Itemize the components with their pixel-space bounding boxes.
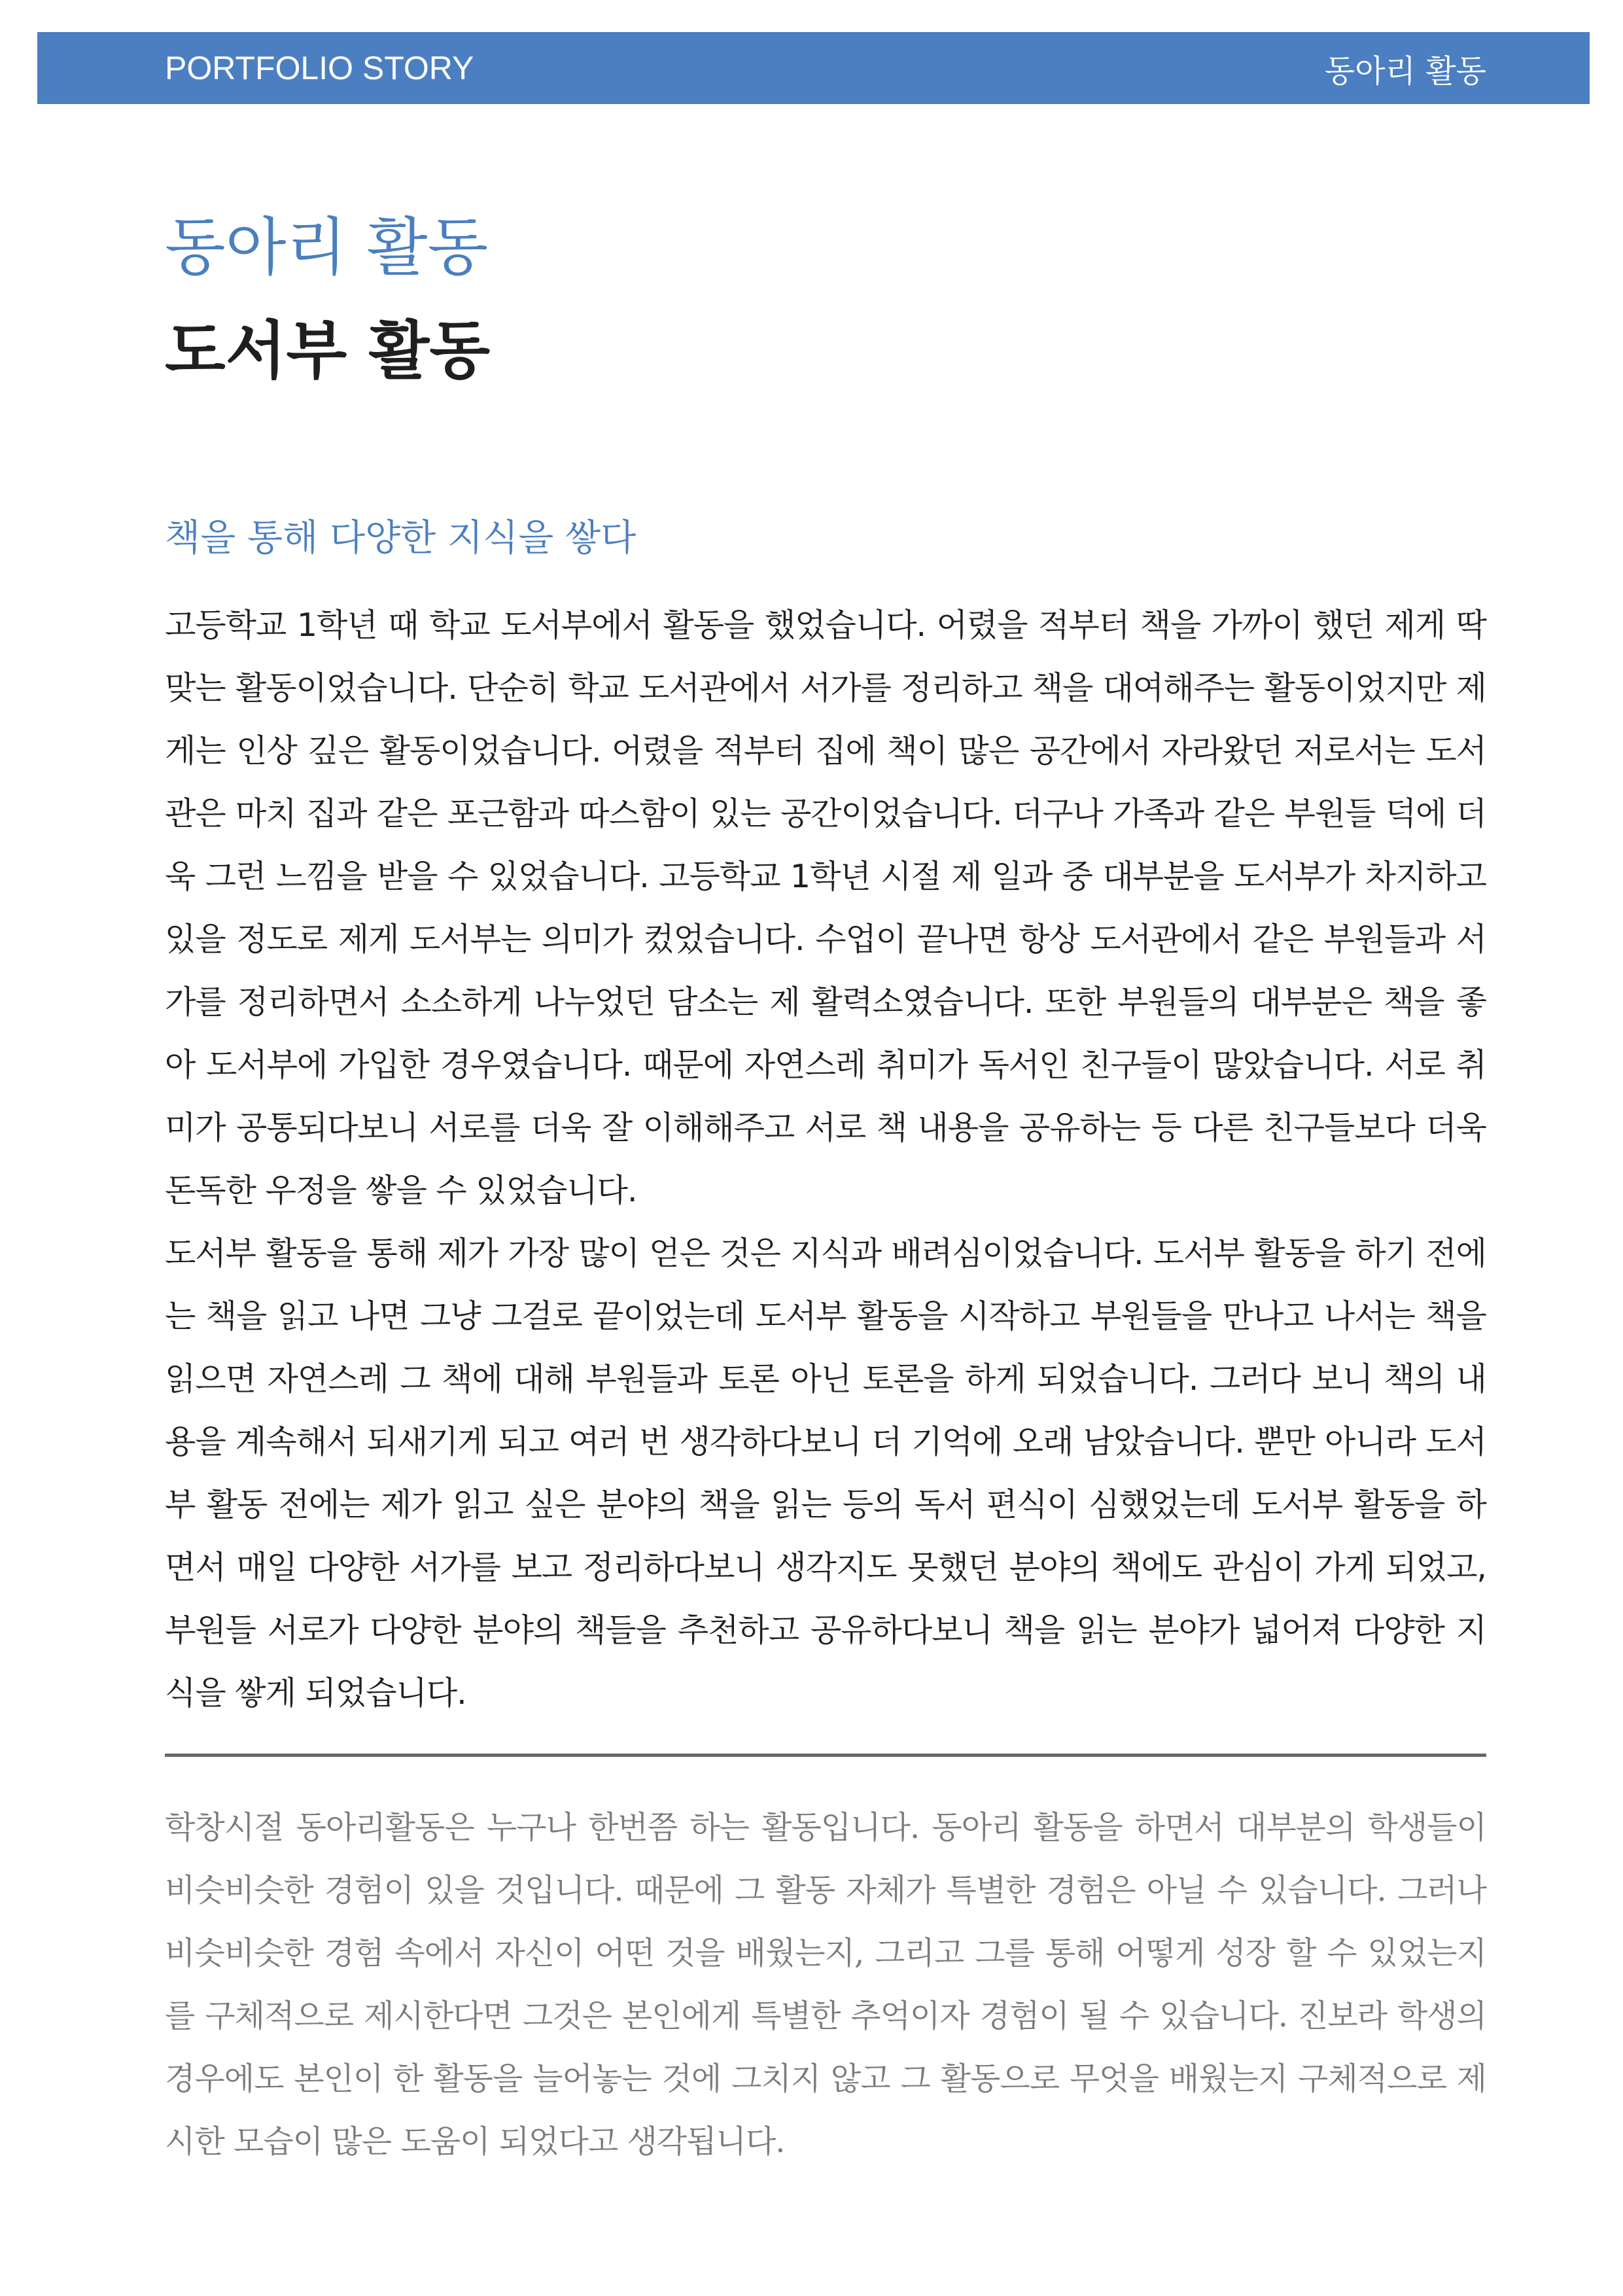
comment-text [165, 1796, 1486, 2173]
page-title: 도서부 활동 [165, 314, 491, 387]
comment-paragraph: 학창시절 동아리활동은 누구나 한번쯤 하는 활동입니다. 동아리 활동을 하면서 대부분의 학생들이 비슷비슷한 경험이 있을 것입니다. 때문에 그 활동 자체가 특별한 경험은 아닐 수 있습니다. 그러나 비슷비슷한 경험 속에서 자신이 어떤 것을 배웠는지, 그리고 그를 통해 어떻게 성장 할 수 있었는지를 구체적으로 제시한다면 그것은 본인에게 특별한 추억이자 경험이 될 수 있습니다. 진보라 학생의 경우에도 본인이 한 활동을 늘어놓는 것에 그치지 않고 그 활동으로 무엇을 배웠는지 구체적으로 제시한 모습이 많은 도움이 되었다고 생각됩니다. [165, 1809, 1486, 2160]
body-paragraph: 도서부 활동을 통해 제가 가장 많이 얻은 것은 지식과 배려심이었습니다. 도서부 활동을 하기 전에는 책을 읽고 나면 그냥 그걸로 끝이었는데 도서부 활동을 시작하고 부원들을 만나고 나서는 책을 읽으면 자연스레 그 책에 대해 부원들과 토론 아닌 토론을 하게 되었습니다. 그러다 보니 책의 내용을 계속해서 되새기게 되고 여러 번 생각하다보니 더 기억에 오래 남았습니다. 뿐만 아니라 도서부 활동 전에는 제가 읽고 싶은 분야의 책을 읽는 등의 독서 편식이 심했었는데 도서부 활동을 하면서 매일 다양한 서가를 보고 정리하다보니 생각지도 못했던 분야의 책에도 관심이 가게 되었고, 부원들 서로가 다양한 분야의 책들을 추천하고 공유하다보니 책을 읽는 분야가 넓어져 다양한 지식을 쌓게 되었습니다. [165, 1235, 1486, 1712]
section-title: 동아리 활동 [165, 211, 489, 284]
divider [165, 1754, 1486, 1757]
header-left-label: PORTFOLIO STORY [165, 50, 474, 86]
header-right-label: 동아리 활동 [1324, 52, 1486, 90]
body-paragraph: 고등학교 1학년 때 학교 도서부에서 활동을 했었습니다. 어렸을 적부터 책을 가까이 했던 제게 딱 맞는 활동이었습니다. 단순히 학교 도서관에서 서가를 정리하고 책을 대여해주는 활동이었지만 제게는 인상 깊은 활동이었습니다. 어렸을 적부터 집에 책이 많은 공간에서 자라왔던 저로서는 도서관은 마치 집과 같은 포근함과 따스함이 있는 공간이었습니다. 더구나 가족과 같은 부원들 덕에 더욱 그런 느낌을 받을 수 있었습니다. 고등학교 1학년 시절 제 일과 중 대부분을 도서부가 차지하고 있을 정도로 제게 도서부는 의미가 컸었습니다. 수업이 끝나면 항상 도서관에서 같은 부원들과 서가를 정리하면서 소소하게 나누었던 담소는 제 활력소였습니다. 또한 부원들의 대부분은 책을 좋아 도서부에 가입한 경우였습니다. 때문에 자연스레 취미가 독서인 친구들이 많았습니다. 서로 취미가 공통되다보니 서로를 더욱 잘 이해해주고 서로 책 내용을 공유하는 등 다른 친구들보다 더욱 돈독한 우정을 쌓을 수 있었습니다. [165, 607, 1486, 1209]
body-text [165, 594, 1486, 1725]
subheading: 책을 통해 다양한 지식을 쌓다 [165, 517, 637, 559]
header-bar [37, 32, 1590, 104]
